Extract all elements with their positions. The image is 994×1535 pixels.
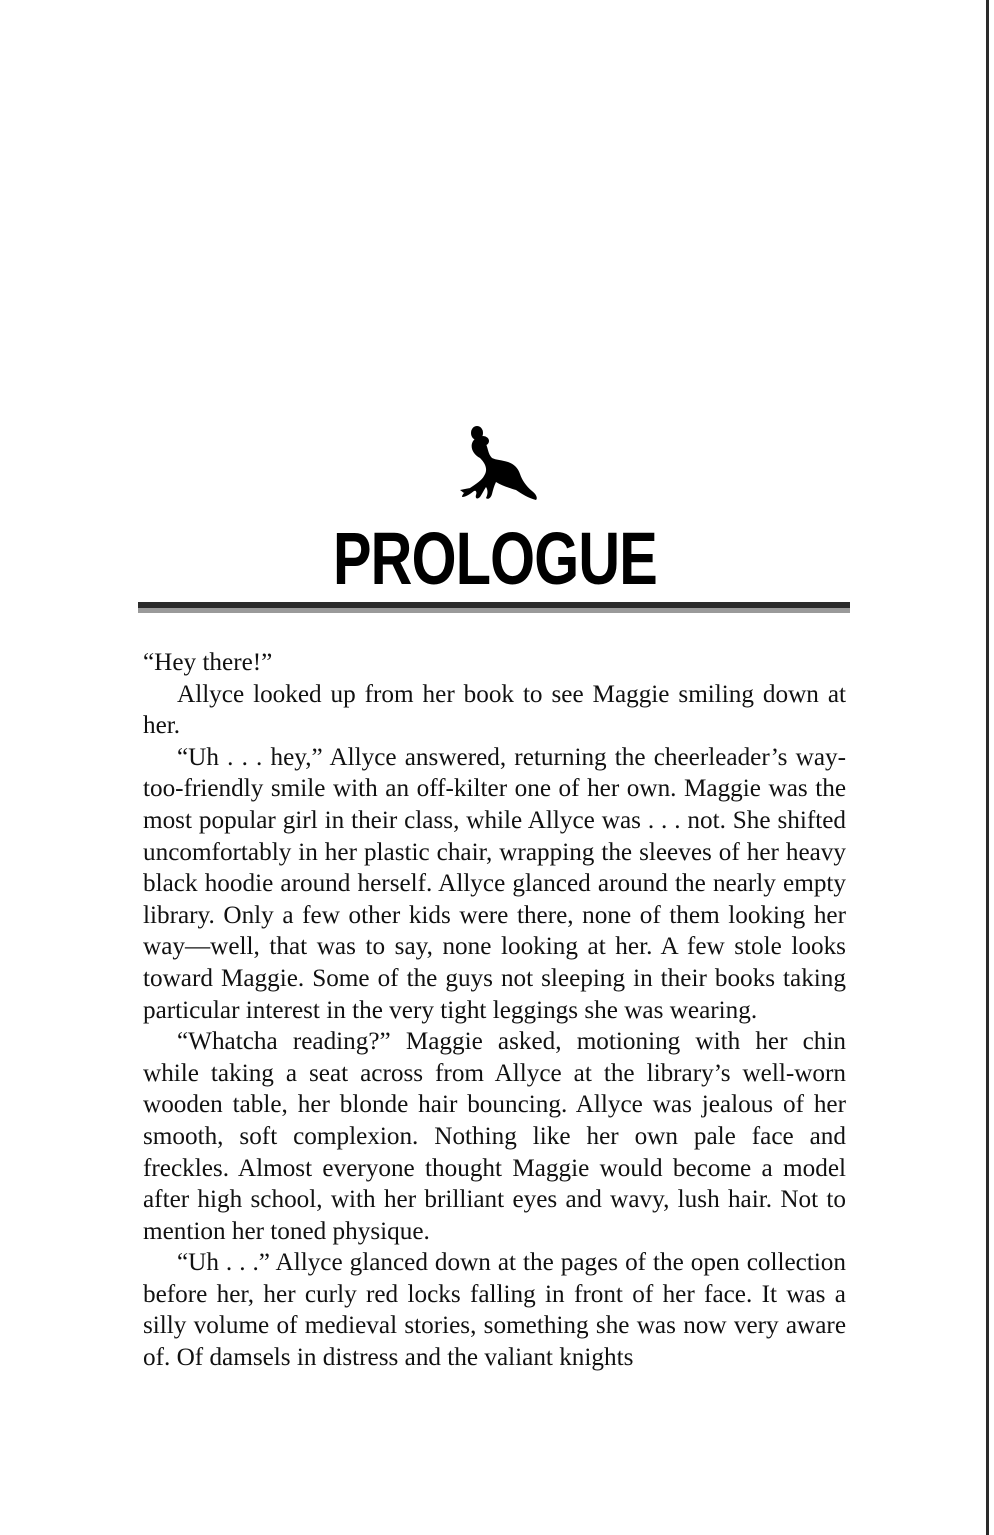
paragraph: Allyce looked up from her book to see Maggie smiling down at her. <box>143 680 846 740</box>
paragraph: “Whatcha reading?” Maggie asked, motioning with her chin while taking a seat across from Allyce at the library’s well-worn wooden table, her blonde hair bouncing. Allyce was jealous of her smooth, soft complexion. Nothing like her own pale face and freckles. Almost everyone thought Maggie would become a model after high school, with her brilliant eyes and wavy, lush hair. Not to mention her toned physique. <box>143 1028 846 1245</box>
paragraph: “Uh . . .” Allyce glanced down at the pages of the open collection before her, her curly red locks falling in front of her face. It was a silly volume of medieval stories, something she was now very aware of. Of damsels in distress and the valiant knights <box>143 1249 846 1372</box>
body-text <box>143 647 846 1374</box>
gargoyle-silhouette-icon <box>458 424 542 504</box>
title-rule-light <box>138 608 850 613</box>
paragraph: “Hey there!” <box>143 649 273 676</box>
page-edge <box>986 0 989 1535</box>
paragraph: “Uh . . . hey,” Allyce answered, returning the cheerleader’s way-too-friendly smile with an off-kilter one of her own. Maggie was the most popular girl in their class, while Allyce was . . . not. She shifted uncomfortably in her plastic chair, wrapping the sleeves of her heavy black hoodie around herself. Allyce glanced around the nearly empty library. Only a few other kids were there, none of them looking her way—well, that was to say, none looking at her. A few stole looks toward Maggie. Some of the guys not sleeping in their books taking particular interest in the very tight leggings she was wearing. <box>143 743 846 1024</box>
chapter-title: PROLOGUE <box>332 517 658 600</box>
